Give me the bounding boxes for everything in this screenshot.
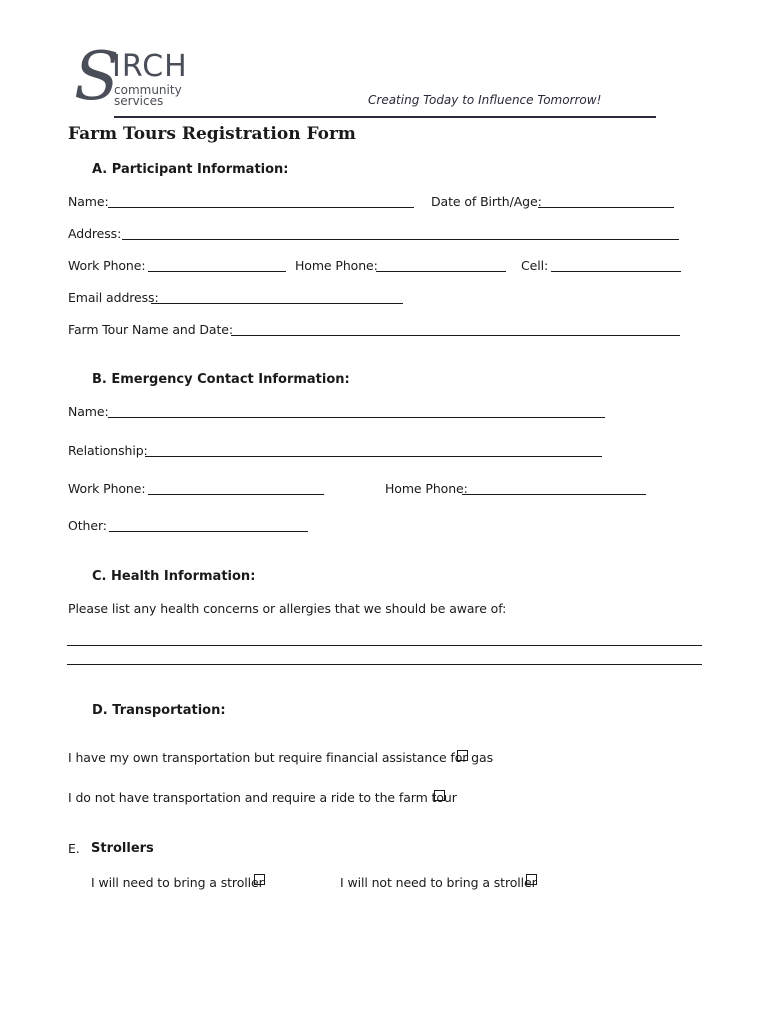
section-b-heading: B. Emergency Contact Information: [92,372,350,387]
logo-initial: S [74,38,120,115]
cell-label: Cell: [521,258,549,273]
health-prompt: Please list any health concerns or allergies that we should be aware of: [68,601,507,616]
emergency-home-phone-label: Home Phone: [385,481,468,496]
farm-tour-label: Farm Tour Name and Date: [68,322,233,337]
address-label: Address: [68,226,122,241]
participant-home-phone-field[interactable] [376,271,506,272]
stroller-no-checkbox[interactable] [526,874,537,885]
stroller-yes-checkbox[interactable] [254,874,265,885]
section-e-heading: Strollers [91,841,154,856]
section-a-heading: A. Participant Information: [92,162,289,177]
dob-field[interactable] [538,207,674,208]
transport-option-ride-label: I do not have transportation and require a ride to the farm tour [68,790,457,805]
form-title: Farm Tours Registration Form [68,124,356,144]
address-field[interactable] [122,239,679,240]
other-field[interactable] [109,531,308,532]
emergency-home-phone-field[interactable] [462,494,646,495]
stroller-no-label: I will not need to bring a stroller [340,875,537,890]
logo-sub-line2: services [114,94,164,108]
section-d-heading: D. Transportation: [92,703,226,718]
header-rule [114,116,656,118]
emergency-work-phone-label: Work Phone: [68,481,146,496]
health-field-line-2[interactable] [67,664,702,665]
email-field[interactable] [151,303,403,304]
relationship-field[interactable] [145,456,602,457]
emergency-name-field[interactable] [108,417,605,418]
participant-work-phone-label: Work Phone: [68,258,146,273]
section-c-heading: C. Health Information: [92,569,256,584]
transport-option-ride-checkbox[interactable] [434,790,445,801]
relationship-label: Relationship: [68,443,148,458]
health-field-line-1[interactable] [67,645,702,646]
section-e-letter: E. [68,841,80,856]
dob-label: Date of Birth/Age: [431,194,542,209]
farm-tour-field[interactable] [231,335,680,336]
participant-name-label: Name: [68,194,109,209]
tagline: Creating Today to Influence Tomorrow! [368,93,602,107]
participant-name-field[interactable] [108,207,414,208]
participant-home-phone-label: Home Phone: [295,258,378,273]
emergency-work-phone-field[interactable] [148,494,324,495]
other-label: Other: [68,518,107,533]
email-label: Email address: [68,290,159,305]
emergency-name-label: Name: [68,404,109,419]
participant-work-phone-field[interactable] [148,271,286,272]
cell-field[interactable] [551,271,681,272]
stroller-yes-label: I will need to bring a stroller [91,875,264,890]
transport-option-gas-checkbox[interactable] [457,750,468,761]
logo-name: IRCH [112,49,188,84]
transport-option-gas-label: I have my own transportation but require financial assistance for gas [68,750,493,765]
logo-sub-line1: community [114,83,182,97]
